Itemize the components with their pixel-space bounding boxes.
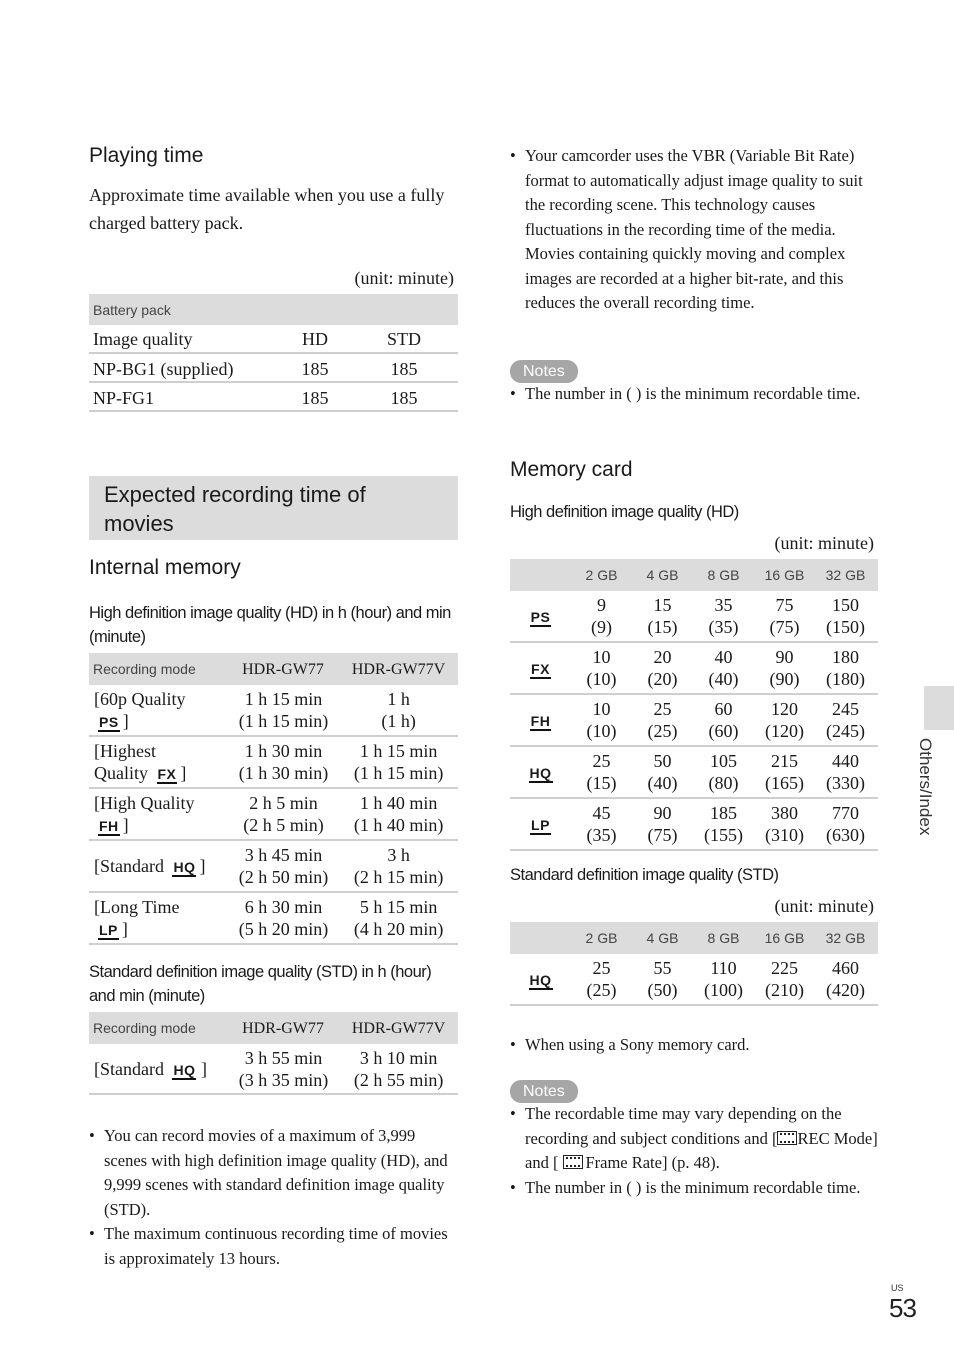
time-value: 10: [592, 699, 611, 719]
min-time-value: (75): [647, 825, 678, 845]
bracket: ]: [122, 815, 129, 835]
recordable-time-cell: [815, 802, 876, 846]
side-tab-marker: [924, 686, 954, 730]
lp-mode-icon: LP: [531, 817, 550, 833]
note-text: REC Mode] and [: [525, 1128, 878, 1172]
min-time-value: (1 h 15 min): [238, 711, 329, 731]
table-row: [510, 591, 878, 643]
fx-mode-icon: FX: [531, 661, 550, 677]
time-value: 3 h 10 min: [359, 1047, 438, 1068]
min-time-value: (420): [826, 980, 865, 1000]
memory-std-caption: Standard definition image quality (STD): [510, 866, 779, 884]
model-1-value: [228, 688, 340, 732]
time-value: 40: [714, 647, 733, 667]
section-banner: [89, 476, 458, 540]
table-header-row: [510, 559, 878, 591]
internal-std-table: [89, 1012, 458, 1095]
min-time-value: (35): [708, 617, 739, 637]
time-value: 110: [710, 958, 737, 978]
min-time-value: (630): [826, 825, 865, 845]
hq-mode-icon: HQ: [173, 859, 196, 875]
min-time-value: (25): [586, 980, 617, 1000]
std-value: 185: [390, 359, 418, 379]
battery-name: NP-BG1 (supplied): [93, 359, 234, 379]
capacity-header: 32 GB: [825, 930, 866, 946]
side-tab-text: Others/Index: [916, 738, 935, 836]
list-item: • The number in ( ) is the minimum recordable time.: [510, 1176, 882, 1201]
header-recording-mode: Recording mode: [93, 1020, 196, 1036]
min-time-value: (1 h): [381, 711, 416, 731]
min-time-value: (5 h 20 min): [238, 919, 329, 939]
recordable-time-cell: [754, 750, 815, 794]
recordable-time-cell: [815, 750, 876, 794]
time-value: 380: [771, 803, 798, 823]
recordable-time-cell: [571, 594, 632, 638]
list-item: • Your camcorder uses the VBR (Variable Bit Rate) format to automatically adjust image quality to suit the recording scene. This technology causes fluctuations in the recording time of the media. Movies containing quickly moving and complex images are recorded at a higher bit-rate, and this reduces the overall recording time.: [510, 144, 878, 316]
time-value: 25: [653, 699, 672, 719]
page-number: 53: [889, 1293, 916, 1323]
time-value: 460: [832, 958, 859, 978]
time-value: 440: [832, 751, 859, 771]
capacity-header: 2 GB: [585, 930, 618, 946]
recording-mode-cell: [89, 1058, 228, 1080]
time-value: 120: [771, 699, 798, 719]
time-value: 50: [653, 751, 672, 771]
model-1-value: [228, 896, 340, 940]
table-row: [89, 354, 458, 383]
recordable-time-cell: [693, 646, 754, 690]
capacity-header: 16 GB: [764, 930, 805, 946]
min-time-value: (10): [586, 721, 617, 741]
recording-mode-cell: [89, 896, 228, 940]
model-1-value: [228, 844, 340, 888]
recordable-time-cell: [754, 957, 815, 1001]
region-code: US: [891, 1283, 904, 1293]
capacity-header: 8 GB: [707, 930, 740, 946]
min-time-value: (2 h 55 min): [353, 1069, 444, 1090]
time-value: 20: [653, 647, 672, 667]
list-item: • The number in ( ) is the minimum recordable time.: [510, 382, 878, 407]
time-value: 3 h 45 min: [244, 845, 323, 865]
mode-line: [94, 762, 228, 784]
min-time-value: (245): [826, 721, 865, 741]
recordable-time-cell: [632, 802, 693, 846]
mode-line: [94, 896, 228, 918]
table-row: [89, 685, 458, 737]
time-value: 770: [832, 803, 859, 823]
time-value: 9: [597, 595, 606, 615]
std-value: 185: [390, 388, 418, 408]
min-time-value: (60): [708, 721, 739, 741]
min-time-value: (50): [647, 980, 678, 1000]
recording-mode-cell: [89, 688, 228, 732]
mode-label: [Standard: [94, 1058, 164, 1079]
bracket: ]: [122, 711, 129, 731]
battery-table: [89, 294, 458, 412]
header-model-2: HDR-GW77V: [351, 661, 446, 678]
hd-caption: High definition image quality (HD) in h (hour) and min (minute): [89, 604, 451, 646]
ps-mode-icon: PS: [530, 609, 551, 625]
table-row: [510, 695, 878, 747]
time-value: 180: [832, 647, 859, 667]
table-row: [89, 1044, 458, 1095]
min-time-value: (155): [704, 825, 743, 845]
recordable-time-cell: [754, 646, 815, 690]
min-time-value: (40): [708, 669, 739, 689]
min-time-value: (150): [826, 617, 865, 637]
mode-cell: [510, 605, 571, 627]
min-time-value: (120): [765, 721, 804, 741]
time-value: 45: [592, 803, 611, 823]
capacity-header: 32 GB: [825, 567, 866, 583]
bracket: ]: [180, 763, 187, 783]
min-time-value: (80): [708, 773, 739, 793]
fh-mode-icon: FH: [530, 713, 551, 729]
recordable-time-cell: [815, 698, 876, 742]
header-model-1: HDR-GW77: [242, 1020, 324, 1037]
fh-mode-icon: FH: [99, 818, 119, 834]
memory-card-heading: Memory card: [510, 458, 633, 481]
time-value: 1 h: [387, 689, 410, 709]
capacity-header: 4 GB: [646, 567, 679, 583]
mode-cell: [510, 813, 571, 835]
mode-cell: [510, 761, 571, 783]
mode-label: [Highest: [94, 741, 156, 761]
min-time-value: (90): [769, 669, 800, 689]
min-time-value: (2 h 50 min): [238, 867, 329, 887]
std-caption: Standard definition image quality (STD) in h (hour) and min (minute): [89, 963, 432, 1005]
capacity-header: 2 GB: [585, 567, 618, 583]
time-value: 90: [775, 647, 794, 667]
lp-mode-icon: LP: [99, 922, 118, 938]
min-time-value: (330): [826, 773, 865, 793]
min-time-value: (40): [647, 773, 678, 793]
recordable-time-cell: [693, 698, 754, 742]
playing-time-intro: Approximate time available when you use a fully charged battery pack.: [89, 185, 445, 233]
recordable-time-cell: [815, 594, 876, 638]
min-time-value: (1 h 40 min): [353, 815, 444, 835]
min-time-value: (15): [647, 617, 678, 637]
time-value: 3 h: [387, 845, 410, 865]
sony-note-list: [510, 1033, 878, 1058]
model-1-value: [228, 740, 340, 784]
min-time-value: (4 h 20 min): [353, 919, 444, 939]
recordable-time-cell: [754, 802, 815, 846]
time-value: 25: [592, 751, 611, 771]
bracket: ]: [121, 919, 128, 939]
left-bullets: [89, 1124, 461, 1271]
time-value: 25: [592, 958, 611, 978]
time-value: 2 h 5 min: [249, 793, 318, 813]
min-time-value: (2 h 15 min): [353, 867, 444, 887]
table-row: [89, 893, 458, 945]
time-value: 1 h 40 min: [359, 793, 438, 813]
model-2-value: [339, 844, 458, 888]
mode-line: [94, 710, 228, 732]
recordable-time-cell: [754, 594, 815, 638]
min-time-value: (20): [647, 669, 678, 689]
mode-line: [94, 740, 228, 762]
table-header-row: [89, 653, 458, 685]
recording-mode-cell: [89, 792, 228, 836]
recordable-time-cell: [815, 957, 876, 1001]
fx-mode-icon: FX: [157, 766, 177, 782]
unit-label: (unit: minute): [354, 268, 454, 288]
model-1-value: [228, 1047, 340, 1091]
time-value: 245: [832, 699, 859, 719]
min-time-value: (180): [826, 669, 865, 689]
banner-title: Expected recording time of movies: [104, 482, 366, 536]
time-value: 75: [775, 595, 794, 615]
bracket: ]: [199, 856, 206, 876]
min-time-value: (3 h 35 min): [238, 1069, 329, 1090]
min-time-value: (1 h 30 min): [238, 763, 329, 783]
time-value: 55: [653, 958, 672, 978]
table-row: [89, 841, 458, 893]
min-time-value: (2 h 5 min): [243, 815, 324, 835]
note-text: The recordable time may vary depending on the recording and subject conditions and [: [525, 1104, 842, 1148]
recordable-time-cell: [571, 698, 632, 742]
recordable-time-cell: [571, 750, 632, 794]
mode-label: [60p Quality: [94, 689, 186, 709]
memory-hd-table: [510, 559, 878, 851]
note-text: Frame Rate] (p. 48).: [585, 1153, 720, 1172]
mode-cell: [510, 968, 571, 990]
mode-line: [94, 855, 228, 877]
recordable-time-cell: [754, 698, 815, 742]
notes-list-2: [510, 1102, 882, 1200]
movie-film-icon: [777, 1131, 797, 1145]
table-row: [510, 643, 878, 695]
list-item: • When using a Sony memory card.: [510, 1033, 878, 1058]
time-value: 3 h 55 min: [244, 1047, 323, 1068]
recordable-time-cell: [571, 802, 632, 846]
recording-mode-cell: [89, 740, 228, 784]
mode-line: [94, 792, 228, 814]
recordable-time-cell: [571, 646, 632, 690]
time-value: 1 h 15 min: [359, 741, 438, 761]
recordable-time-cell: [632, 594, 693, 638]
recordable-time-cell: [632, 698, 693, 742]
model-2-value: [339, 792, 458, 836]
capacity-header: 16 GB: [764, 567, 805, 583]
min-time-value: (9): [591, 617, 612, 637]
time-value: 215: [771, 751, 798, 771]
hq-icon: HQ: [173, 1061, 196, 1078]
mode-cell: [510, 709, 571, 731]
time-value: 105: [710, 751, 737, 771]
model-2-value: [339, 740, 458, 784]
header-recording-mode: Recording mode: [93, 661, 196, 677]
table-row: [89, 383, 458, 412]
time-value: 1 h 15 min: [244, 689, 323, 709]
side-tab-label: [908, 738, 938, 848]
time-value: 5 h 15 min: [359, 897, 438, 917]
mode-line: [94, 688, 228, 710]
mode-label: [High Quality: [94, 793, 195, 813]
min-time-value: (75): [769, 617, 800, 637]
time-value: 6 h 30 min: [244, 897, 323, 917]
battery-name: NP-FG1: [93, 388, 155, 408]
notes-badge: [510, 360, 578, 383]
header-hd: HD: [302, 329, 328, 349]
hq-mode-icon: HQ: [529, 972, 552, 988]
playing-time-heading: Playing time: [89, 144, 204, 167]
memory-hd-caption: High definition image quality (HD): [510, 503, 739, 521]
min-time-value: (210): [765, 980, 804, 1000]
movie-film-icon: [563, 1155, 583, 1169]
list-item: • You can record movies of a maximum of 3,999 scenes with high definition image quality (HD), and 9,999 scenes with standard definition image quality (STD).: [89, 1124, 461, 1222]
time-value: 150: [832, 595, 859, 615]
notes-list: [510, 382, 878, 407]
time-value: 185: [710, 803, 737, 823]
mode-line: [94, 918, 228, 940]
time-value: 10: [592, 647, 611, 667]
notes-label: Notes: [510, 360, 578, 383]
min-time-value: (100): [704, 980, 743, 1000]
table-header-row: [510, 922, 878, 954]
unit-label: (unit: minute): [774, 896, 874, 916]
recordable-time-cell: [693, 957, 754, 1001]
model-1-value: [228, 792, 340, 836]
model-2-value: [339, 1047, 458, 1091]
mode-label: [Standard: [94, 856, 164, 876]
table-row: [89, 737, 458, 789]
min-time-value: (35): [586, 825, 617, 845]
header-std: STD: [386, 329, 421, 349]
time-value: 60: [714, 699, 733, 719]
recordable-time-cell: [632, 957, 693, 1001]
hd-value: 185: [301, 359, 329, 379]
table-header-row: [89, 1012, 458, 1044]
ps-mode-icon: PS: [99, 714, 119, 730]
recordable-time-cell: [815, 646, 876, 690]
time-value: 90: [653, 803, 672, 823]
min-time-value: (165): [765, 773, 804, 793]
recordable-time-cell: [632, 646, 693, 690]
recordable-time-cell: [693, 594, 754, 638]
recordable-time-cell: [571, 957, 632, 1001]
notes-label: Notes: [510, 1080, 578, 1103]
table-row: [510, 799, 878, 851]
model-2-value: [339, 688, 458, 732]
bracket: ]: [200, 1058, 207, 1079]
time-value: 35: [714, 595, 733, 615]
internal-memory-heading: Internal memory: [89, 556, 241, 579]
header-blank: [510, 559, 571, 591]
vbr-bullet-list: [510, 144, 878, 316]
table-row: [510, 747, 878, 799]
min-time-value: (25): [647, 721, 678, 741]
header-model-1: HDR-GW77: [242, 661, 324, 678]
list-item: [510, 1102, 882, 1176]
list-item: • The maximum continuous recording time of movies is approximately 13 hours.: [89, 1222, 461, 1271]
mode-label: Quality: [94, 763, 148, 783]
header-model-2: HDR-GW77V: [351, 1020, 446, 1037]
capacity-header: 8 GB: [707, 567, 740, 583]
time-value: 15: [653, 595, 672, 615]
recordable-time-cell: [693, 802, 754, 846]
min-time-value: (10): [586, 669, 617, 689]
notes-badge-2: [510, 1080, 578, 1103]
internal-hd-table: [89, 653, 458, 945]
mode-line: [94, 814, 228, 836]
time-value: 1 h 30 min: [244, 741, 323, 761]
hd-value: 185: [301, 388, 329, 408]
recordable-time-cell: [693, 750, 754, 794]
unit-label: (unit: minute): [774, 533, 874, 553]
recording-mode-cell: [89, 855, 228, 877]
memory-std-table: [510, 922, 878, 1006]
min-time-value: (15): [586, 773, 617, 793]
min-time-value: (1 h 15 min): [353, 763, 444, 783]
header-image-quality: Image quality: [93, 329, 193, 349]
header-blank: [510, 922, 571, 954]
min-time-value: (310): [765, 825, 804, 845]
mode-cell: [510, 657, 571, 679]
recordable-time-cell: [632, 750, 693, 794]
table-header-row: [89, 325, 458, 354]
table-row: [89, 789, 458, 841]
table-row: [510, 954, 878, 1006]
mode-label: [Long Time: [94, 897, 180, 917]
hq-mode-icon: HQ: [529, 765, 552, 781]
capacity-header: 4 GB: [646, 930, 679, 946]
time-value: 225: [771, 958, 798, 978]
battery-pack-label: Battery pack: [89, 294, 458, 325]
model-2-value: [339, 896, 458, 940]
